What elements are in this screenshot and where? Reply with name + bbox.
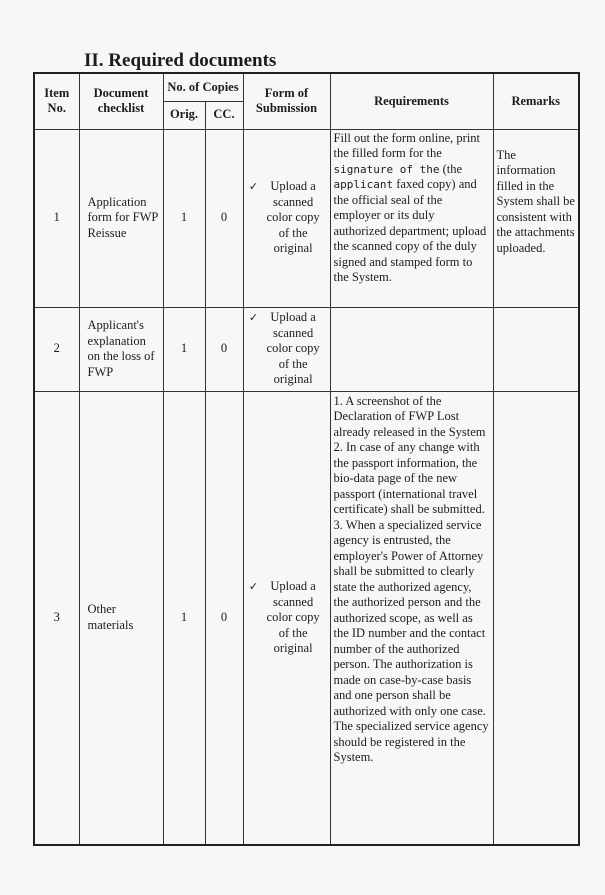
cc-count: 0 [205, 391, 243, 845]
form-of-submission [243, 129, 330, 307]
requirement-item: 1. A screenshot of the Declaration of FWP Lost already released in the System [333, 393, 486, 439]
requirement-item: 3. When a specialized service agency is entrusted, the employer's Power of Attorney shall be submitted to clearly state the authorized agency, the authorized person and the authorized scope, as well as the ID number and the contact number of the authorized person. The authorization is made on case-by-case basis and one person shall be authorized with only one case. The specialized service agency should be registered in the System. [333, 517, 489, 764]
table-row [34, 129, 579, 307]
requirement-text-mono: applicant [333, 178, 394, 191]
requirement-item: 2. In case of any change with the passport information, the bio-data page of the new passport (international travel certificate) shall be submitted. [333, 440, 485, 516]
table-row [34, 391, 579, 845]
form-of-submission [243, 391, 330, 845]
header-form: Form of Submission [243, 73, 330, 129]
header-orig: Orig. [163, 101, 205, 129]
header-cc: CC. [205, 101, 243, 129]
item-number: 1 [34, 129, 79, 307]
requirement-text: Fill out the form online, print the filled form for the [333, 130, 481, 160]
orig-count: 1 [163, 307, 205, 391]
cc-count: 0 [205, 307, 243, 391]
checkmark-icon: ✓ [248, 311, 259, 325]
checklist-item: Other materials [79, 391, 163, 845]
form-text: Upload a scanned color copy of the original [266, 310, 320, 387]
requirements-cell [330, 307, 493, 391]
item-number: 2 [34, 307, 79, 391]
header-item-no: Item No. [34, 73, 79, 129]
form-text: Upload a scanned color copy of the original [266, 179, 320, 256]
requirement-text: faxed copy) and the official seal of the employer or its duly authorized department; upload the scanned copy of the duly signed and stamped form to the System. [333, 177, 487, 284]
orig-count: 1 [163, 391, 205, 845]
remarks-cell: The information filled in the System shall be consistent with the attachments uploaded. [493, 129, 579, 307]
requirements-cell: Fill out the form online, print the filled form for the signature of the (the applicant faxed copy) and the official seal of the employer or its duly authorized department; upload the scanned copy of the duly signed and stamped form to the System. [330, 129, 493, 307]
table-row [34, 307, 579, 391]
checklist-item: Application form for FWP Reissue [79, 129, 163, 307]
checkmark-icon: ✓ [248, 180, 259, 194]
header-checklist: Document checklist [79, 73, 163, 129]
orig-count: 1 [163, 129, 205, 307]
form-text: Upload a scanned color copy of the original [266, 579, 320, 655]
form-of-submission [243, 307, 330, 391]
requirements-cell [330, 391, 493, 845]
required-documents-table [33, 72, 580, 846]
header-remarks: Remarks [493, 73, 579, 129]
item-number: 3 [34, 391, 79, 845]
section-title: II. Required documents [84, 50, 277, 71]
header-copies: No. of Copies [163, 73, 243, 101]
checkmark-icon: ✓ [248, 580, 259, 593]
header-requirements: Requirements [330, 73, 493, 129]
checklist-item: Applicant's explanation on the loss of FWP [79, 307, 163, 391]
cc-count: 0 [205, 129, 243, 307]
remarks-cell [493, 391, 579, 845]
remarks-cell [493, 307, 579, 391]
requirement-text-mono: signature of the [333, 162, 440, 176]
